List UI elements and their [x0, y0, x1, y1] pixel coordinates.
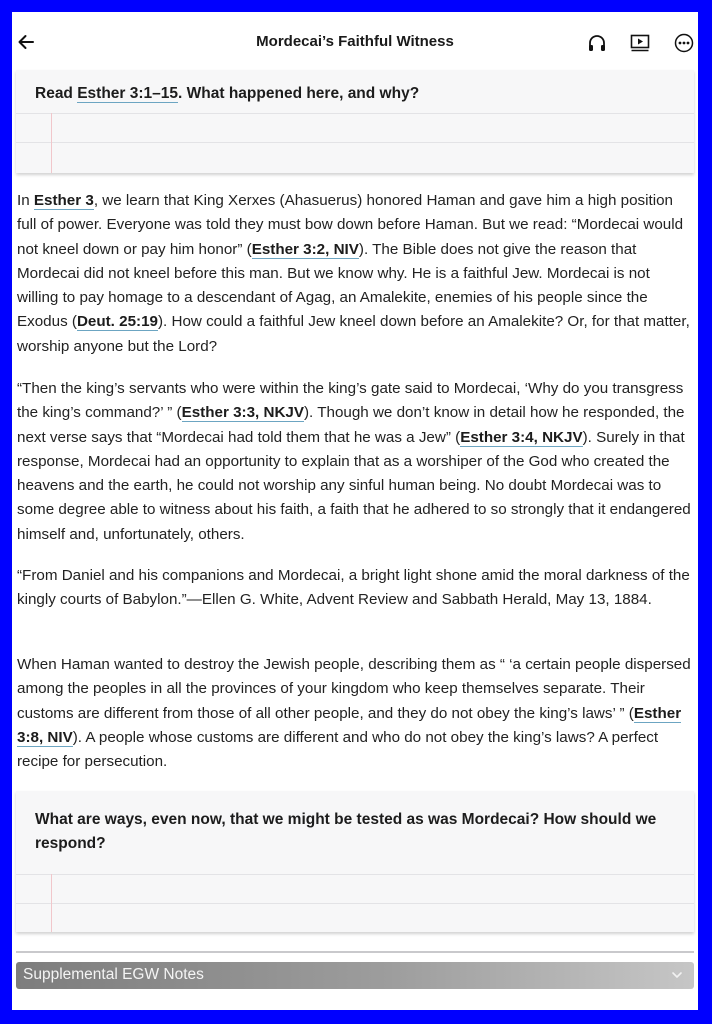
text-span: , we learn that King Xerxes (Ahasuerus) honored Haman and gave him a high position full of power. Everyone was told they must bow down before Haman. But we read: “Mordecai would not kneel down or pay him honor” ( [17, 192, 684, 258]
text-span: ). The Bible does not give the reason that Mordecai did not kneel before this man. But we know why. He is a faithful Jew. Mordecai is not willing to pay homage to a descendant of Agag, an Amalekite, enemies of his people since the Exodus ( [17, 240, 650, 331]
question-suffix: . What happened here, and why? [178, 85, 420, 102]
answer-area[interactable] [16, 113, 694, 173]
page-title: Mordecai’s Faithful Witness [256, 33, 454, 50]
more-options-icon[interactable] [673, 32, 695, 54]
question-text [35, 82, 674, 106]
chevron-down-icon [670, 968, 684, 982]
scripture-link[interactable]: Deut. 25:19 [76, 313, 158, 331]
scripture-link[interactable]: Esther 3:1–15 [77, 85, 179, 102]
play-video-icon[interactable] [629, 32, 651, 54]
scripture-link[interactable]: Esther 3:8, NIV [17, 704, 682, 746]
text-span: When Haman wanted to destroy the Jewish people, describing them as “ ‘a certain people dispersed among the peoples in all the provinces of your kingdom who keep themselves separate. Their customs are different from those of all other people, and they do not obey the king’s laws’ ” ( [17, 656, 691, 722]
scripture-link[interactable]: Esther 3:3, NKJV [181, 404, 304, 422]
body-paragraph [17, 377, 691, 547]
scripture-link[interactable]: Esther 3 [33, 192, 94, 209]
question-text: What are ways, even now, that we might be tested as was Mordecai? How should we respond? [35, 811, 657, 852]
answer-area[interactable] [16, 874, 694, 932]
body-paragraph [17, 653, 691, 774]
scripture-link[interactable]: Esther 3:2, NIV [251, 240, 359, 258]
scripture-link[interactable]: Esther 3:4, NKJV [460, 428, 583, 446]
top-bar [12, 12, 698, 72]
text-span: “Then the king’s servants who were within the king’s gate said to Mordecai, ‘Why do you transgress the king’s command?’ ” ( [17, 380, 684, 422]
text-span: ). Though we don’t know in detail how he responded, the next verse says that “Mordecai had told them that he was a Jew” ( [17, 404, 685, 446]
quote-paragraph: “From Daniel and his companions and Mordecai, a bright light shone amid the moral darkness of the kingly courts of Babylon.”—Ellen G. White, Advent Review and Sabbath Herald, May 13, 1884. [17, 567, 690, 609]
question-card [16, 70, 694, 173]
headphones-icon[interactable] [586, 32, 608, 54]
body-paragraph [17, 189, 691, 359]
supplemental-notes-toggle[interactable] [16, 962, 694, 989]
text-span: In [17, 192, 34, 209]
text-span: ). How could a faithful Jew kneel down before an Amalekite? Or, for that matter, worship anyone but the Lord? [17, 313, 690, 355]
question-card [16, 791, 694, 932]
text-span: ). Surely in that response, Mordecai had an opportunity to explain that as a worshiper of the God who created the heavens and the earth, he could not worship any sinful human being. No doubt Mordecai was to some degree able to witness about his faith, a faith that he adhered to so strongly that it endangered himself and, unfortunately, others. [17, 428, 691, 543]
supplemental-label: Supplemental EGW Notes [23, 966, 204, 983]
text-span: ). A people whose customs are different and who do not obey the king’s laws? A perfect recipe for persecution. [17, 728, 659, 771]
section-divider [16, 951, 694, 953]
question-prefix: Read [35, 85, 78, 102]
app-window [12, 12, 698, 1010]
